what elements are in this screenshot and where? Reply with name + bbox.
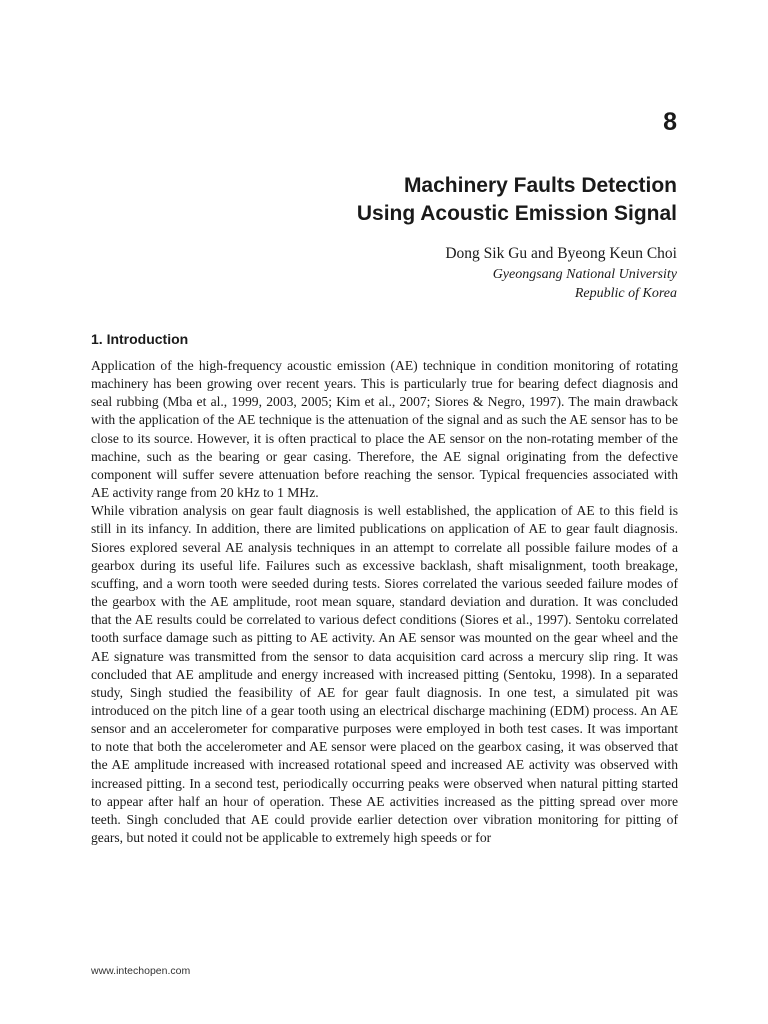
author-names: Dong Sik Gu and Byeong Keun Choi — [445, 245, 677, 262]
chapter-title-line-2: Using Acoustic Emission Signal — [356, 202, 677, 225]
chapter-title — [77, 172, 677, 228]
section-body — [91, 357, 678, 847]
footer-url: www.intechopen.com — [91, 965, 191, 977]
affiliation-institution: Gyeongsang National University — [492, 267, 677, 282]
chapter-title-line-1: Machinery Faults Detection — [403, 174, 677, 197]
body-paragraph-1: Application of the high-frequency acoustic emission (AE) technique in condition monitoring of rotating machinery has been growing over recent years. This is particularly true for bearing defect diagnosis and seal rubbing (Mba et al., 1999, 2003, 2005; Kim et al., 2007; Siores & Negro, 1997). The main drawback with the application of the AE technique is the attenuation of the signal and as such the AE sensor has to be close to its source. However, it is often practical to place the AE sensor on the non-rotating member of the machine, such as the bearing or gear casing. Therefore, the AE signal originating from the defective component will suffer severe attenuation before reaching the sensor. Typical frequencies associated with AE activity range from 20 kHz to 1 MHz. — [91, 358, 678, 501]
affiliation-country: Republic of Korea — [574, 286, 677, 301]
chapter-number: 8 — [663, 108, 677, 136]
body-paragraph-2: While vibration analysis on gear fault diagnosis is well established, the application of AE to this field is still in its infancy. In addition, there are limited publications on application of AE to gear fault diagnosis. Siores explored several AE analysis techniques in an attempt to correlate all possible failure modes of a gearbox during its useful life. Failures such as excessive backlash, shaft misalignment, tooth breakage, scuffing, and a worn tooth were seeded during tests. Siores correlated the various seeded failure modes of the gearbox with the AE amplitude, root mean square, standard deviation and duration. It was concluded that the AE results could be correlated to various defect conditions (Siores et al., 1997). Sentoku correlated tooth surface damage such as pitting to AE activity. An AE sensor was mounted on the gear wheel and the AE signature was transmitted from the sensor to data acquisition card across a mercury slip ring. It was concluded that AE amplitude and energy increased with increased pitting (Sentoku, 1998). In a separated study, Singh studied the feasibility of AE for gear fault diagnosis. In one test, a simulated pit was introduced on the pitch line of a gear tooth using an electrical discharge machining (EDM) process. An AE sensor and an accelerometer for comparative purposes were employed in both test cases. It was important to note that both the accelerometer and AE sensor were placed on the gearbox casing, it was observed that the AE amplitude increased with increased rotational speed and increased AE activity was observed with increased pitting. In a second test, periodically occurring peaks were observed when natural pitting started to appear after half an hour of operation. These AE activities increased as the pitting spread over more teeth. Singh concluded that AE could provide earlier detection over vibration monitoring for pitting of gears, but noted it could not be applicable to extremely high speeds or for — [91, 503, 678, 846]
section-heading: 1. Introduction — [91, 331, 189, 347]
author-affiliation — [493, 265, 677, 303]
